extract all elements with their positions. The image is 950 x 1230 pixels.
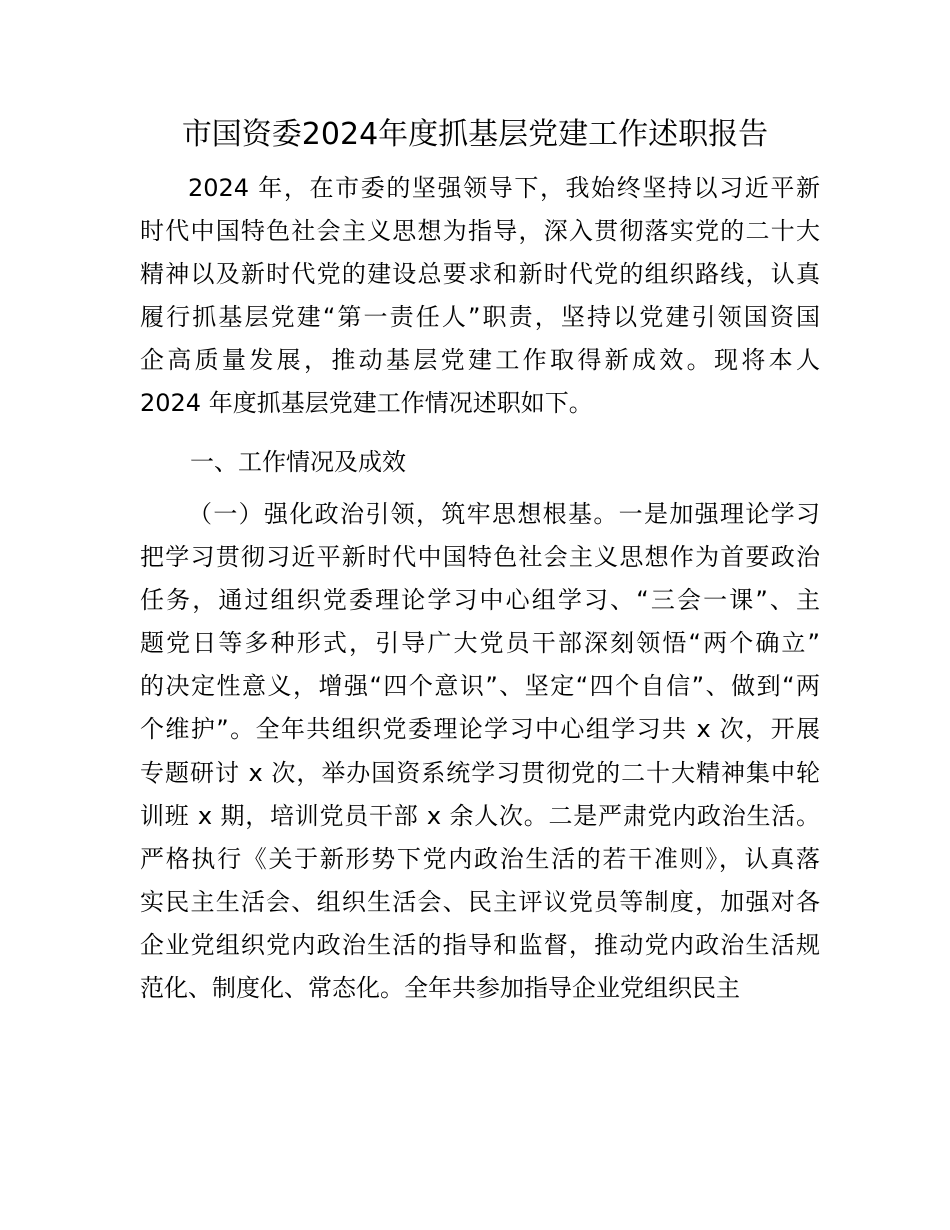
section-heading: 一、工作情况及成效: [190, 448, 406, 476]
document-title: 市国资委2024年度抓基层党建工作述职报告: [181, 117, 769, 152]
paragraph-line: 个维护”。全年共组织党委理论学习中心组学习共 x 次，开展: [140, 715, 820, 744]
section1-paragraph: [140, 493, 820, 1010]
paragraph-line: 企高质量发展，推动基层党建工作取得新成效。现将本人: [140, 346, 820, 375]
paragraph-line: 严格执行《关于新形势下党内政治生活的若干准则》，认真落: [140, 844, 820, 873]
paragraph-line: 训班 x 期，培训党员干部 x 余人次。二是严肃党内政治生活。: [140, 801, 820, 830]
paragraph-line: 任务，通过组织党委理论学习中心组学习、“三会一课”、主: [140, 586, 820, 615]
paragraph-line: 的决定性意义，增强“四个意识”、坚定“四个自信”、做到“两: [140, 672, 820, 701]
paragraph-line: 范化、制度化、常态化。全年共参加指导企业党组织民主: [140, 974, 740, 1003]
paragraph-line: 2024 年度抓基层党建工作情况述职如下。: [140, 389, 593, 418]
intro-paragraph: [140, 167, 820, 426]
paragraph-line: （一）强化政治引领，筑牢思想根基。一是加强理论学习: [188, 500, 820, 528]
paragraph-line: 实民主生活会、组织生活会、民主评议党员等制度，加强对各: [140, 887, 820, 916]
paragraph-line: 企业党组织党内政治生活的指导和监督，推动党内政治生活规: [140, 930, 820, 959]
paragraph-line: 专题研讨 x 次，举办国资系统学习贯彻党的二十大精神集中轮: [140, 758, 820, 787]
paragraph-line: 2024 年，在市委的坚强领导下，我始终坚持以习近平新: [188, 174, 820, 202]
paragraph-line: 精神以及新时代党的建设总要求和新时代党的组织路线，认真: [140, 260, 820, 289]
paragraph-line: 时代中国特色社会主义思想为指导，深入贯彻落实党的二十大: [140, 217, 820, 246]
paragraph-line: 把学习贯彻习近平新时代中国特色社会主义思想作为首要政治: [140, 543, 820, 572]
paragraph-line: 题党日等多种形式，引导广大党员干部深刻领悟“两个确立”: [140, 629, 820, 658]
paragraph-line: 履行抓基层党建“第一责任人”职责，坚持以党建引领国资国: [140, 303, 820, 332]
